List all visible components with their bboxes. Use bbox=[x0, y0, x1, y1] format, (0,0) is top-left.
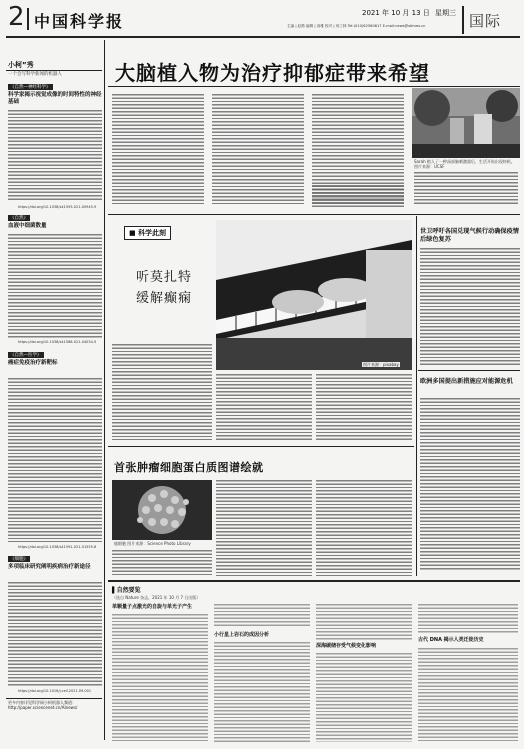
header-divider-right bbox=[462, 6, 464, 34]
left-footer-rule bbox=[6, 698, 102, 699]
lead-rule bbox=[108, 86, 520, 87]
feature-photo-credit: 图片来源：pixabay bbox=[363, 362, 399, 367]
brief-4-title: 古代 DNA 揭示人类迁徙历史 bbox=[418, 637, 484, 643]
weekday-text: 星期三 bbox=[435, 9, 456, 17]
proteome-top-rule bbox=[108, 446, 414, 447]
header-contacts: 主编 | 赵路 编辑 | 高雅 校对 | 何工林 Tel:(010)62580617 E-mail:news@stimes.cn bbox=[287, 24, 426, 28]
cancer-cell-image bbox=[112, 480, 212, 540]
right-story-rule bbox=[418, 370, 520, 371]
briefs-label-marker: ▌ bbox=[112, 587, 117, 594]
feature-body-col-2 bbox=[216, 374, 312, 440]
lead-photo-image bbox=[412, 88, 520, 158]
masthead: 中国科学报 bbox=[34, 12, 125, 31]
left-item-2-tag: 《自然》 bbox=[10, 216, 28, 221]
briefs-label-text: 自然要览 bbox=[116, 587, 141, 594]
brief-4-body bbox=[418, 648, 518, 742]
feature-photo bbox=[216, 220, 412, 370]
lead-headline: 大脑植入物为治疗抑郁症带来希望 bbox=[115, 61, 430, 85]
left-item-3-tag: 《自然—医学》 bbox=[10, 353, 42, 358]
brief-1-title: 单颗量子点激光的自旋与单光子产生 bbox=[112, 604, 193, 610]
right-story-2-body bbox=[420, 248, 520, 366]
left-item-3-title: 癌症免疫治疗新靶标 bbox=[8, 360, 58, 366]
header-divider-left bbox=[27, 8, 29, 30]
column-title-rule bbox=[6, 70, 102, 71]
proteome-photo bbox=[112, 480, 212, 540]
page-number: 2 bbox=[8, 2, 25, 32]
brief-1-body bbox=[112, 614, 208, 742]
right-story-2-title: 世卫呼吁各国兑现气候行动确保疫情后绿色复苏 bbox=[420, 228, 519, 243]
right-story-3-title: 欧洲多国提出新措施应对能源危机 bbox=[420, 378, 513, 385]
left-item-2-title: 血液中细菌数量 bbox=[8, 223, 47, 229]
proteome-headline: 首张肿瘤细胞蛋白质图谱绘就 bbox=[114, 461, 264, 474]
left-item-1-tag: 《自然—神经科学》 bbox=[10, 85, 51, 90]
column-subtitle: 一个会写科学新闻的机器人 bbox=[8, 72, 62, 77]
lead-bottom-rule bbox=[108, 214, 520, 215]
feature-box-text: 科学此刻 bbox=[138, 229, 167, 237]
section-name: 国际 bbox=[469, 12, 502, 30]
left-item-1-title: 科学家揭示视觉成像的时间特性的神经基础 bbox=[8, 92, 102, 105]
left-item-2-doi: https://doi.org/10.1038/s41586-021-04034-5 bbox=[18, 340, 97, 344]
briefs-top-rule bbox=[108, 580, 520, 582]
lead-photo bbox=[412, 88, 520, 158]
brief-2-body-top bbox=[214, 604, 310, 628]
brief-2-body bbox=[214, 642, 310, 742]
left-item-3-doi: https://doi.org/10.1038/s41591-021-01555-8 bbox=[18, 545, 97, 549]
left-item-4-doi: https://doi.org/10.1016/j.cell.2021.09.001 bbox=[18, 689, 92, 693]
proteome-photo-caption: 癌细胞 图片来源：Science Photo Library bbox=[114, 541, 191, 546]
briefs-subtitle: （选自 Nature 杂志，2021 年 10 月 7 日出版） bbox=[112, 595, 201, 600]
proteome-body-col-3 bbox=[316, 480, 412, 576]
column-title: 小柯”秀 bbox=[8, 61, 34, 69]
right-story-3-body bbox=[420, 398, 520, 570]
feature-body-col-3 bbox=[316, 374, 412, 440]
brief-3-body-top bbox=[316, 604, 412, 640]
lead-body-col-5 bbox=[414, 172, 518, 204]
left-item-1-body bbox=[8, 110, 102, 202]
left-item-4-tag: 《细胞》 bbox=[10, 557, 28, 562]
proteome-body-col-1 bbox=[112, 550, 212, 576]
brief-3-title: 深海碳储存受气候变化影响 bbox=[316, 643, 377, 649]
lead-photo-caption: Sarah 植入了一种深部脑刺激器后，生活开始出现转机。图片来源：UCSF bbox=[414, 159, 515, 169]
left-item-3-body bbox=[8, 378, 102, 542]
feature-title-1: 听莫扎特 bbox=[136, 270, 193, 285]
brief-3-body bbox=[316, 653, 412, 742]
lead-body-col-2 bbox=[212, 94, 304, 204]
left-column-divider bbox=[104, 40, 105, 740]
feature-box-label bbox=[124, 226, 171, 240]
brief-4-body-top bbox=[418, 604, 518, 634]
briefs-label bbox=[112, 585, 141, 594]
lead-body-col-4 bbox=[312, 185, 404, 207]
left-item-1-doi: https://doi.org/10.1038/s41593-021-00945-9 bbox=[18, 205, 97, 209]
piano-photo-image bbox=[216, 220, 412, 370]
proteome-body-col-2 bbox=[216, 480, 312, 576]
feature-title-2: 缓解癫痫 bbox=[136, 291, 193, 306]
right-column-divider bbox=[416, 216, 417, 576]
left-item-2-body bbox=[8, 234, 102, 338]
left-item-4-title: 多项临床研究阐明疾病治疗新途径 bbox=[8, 564, 91, 570]
header-bottom-rule bbox=[6, 36, 520, 38]
feature-body-col-1 bbox=[112, 344, 212, 440]
issue-date bbox=[362, 8, 456, 18]
date-text: 2021 年 10 月 13 日 bbox=[362, 9, 430, 17]
feature-box-marker: ■ bbox=[129, 229, 139, 237]
left-item-4-body bbox=[8, 582, 102, 686]
brief-2-title: 小行星上岩石的成因分析 bbox=[214, 632, 270, 638]
left-footer: 更多内容详见科学网小柯机器人频道：http://paper.sciencenet.cn/AInews/ bbox=[8, 700, 78, 710]
lead-body-col-1 bbox=[112, 94, 204, 204]
